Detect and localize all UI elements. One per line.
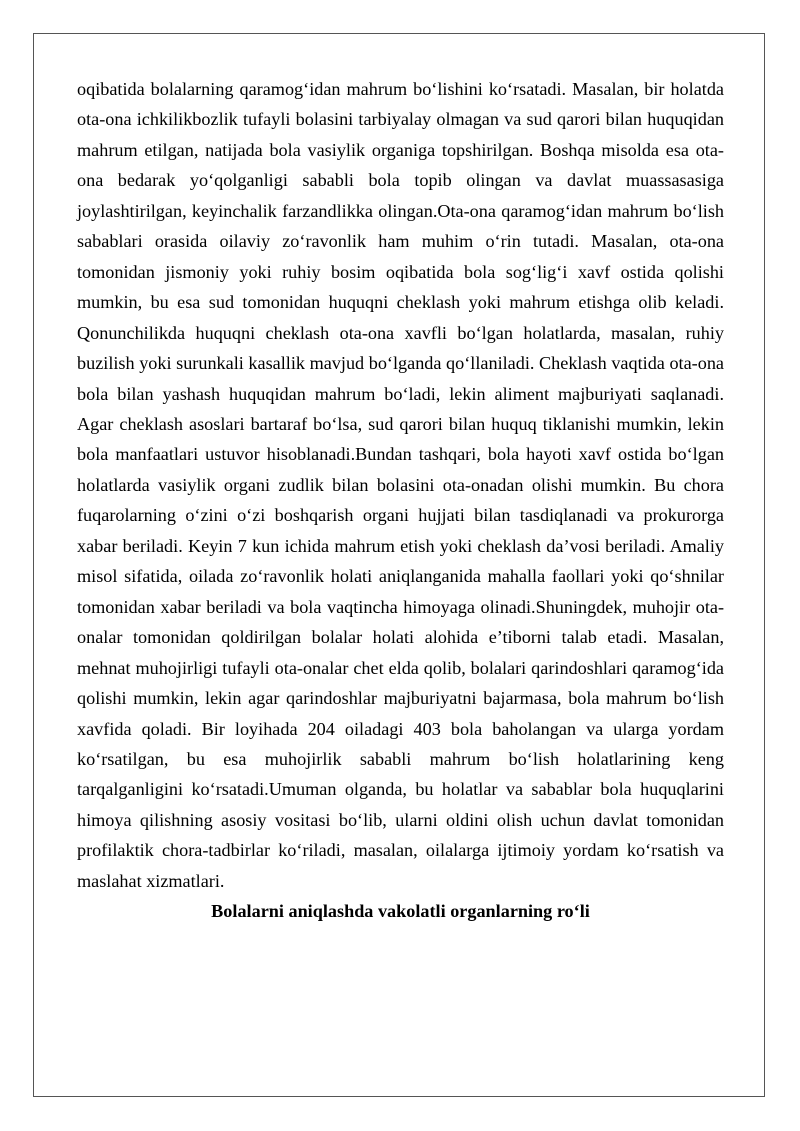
section-heading: Bolalarni aniqlashda vakolatli organlarning ro‘li — [211, 901, 590, 922]
body-paragraph: oqibatida bolalarning qaramog‘idan mahrum bo‘lishini ko‘rsatadi. Masalan, bir holatda ota-ona ichkilikbozlik tufayli bolasini tarbiyalay olmagan va sud qarori bilan huquqidan mahrum etilgan, natijada bola vasiylik organiga topshirilgan. Boshqa misolda esa ota-ona bedarak yo‘qolganligi sababli bola topib olingan va davlat muassasasiga joylashtirilgan, keyinchalik farzandlikka olingan.Ota-ona qaramog‘idan mahrum bo‘lish sabablari orasida oilaviy zo‘ravonlik ham muhim o‘rin tutadi. Masalan, ota-ona tomonidan jismoniy yoki ruhiy bosim oqibatida bola sog‘lig‘i xavf ostida qolishi mumkin, bu esa sud tomonidan huquqni cheklash yoki mahrum etishga olib keladi. Qonunchilikda huquqni cheklash ota-ona xavfli bo‘lgan holatlarda, masalan, ruhiy buzilish yoki surunkali kasallik mavjud bo‘lganda qo‘llaniladi. Cheklash vaqtida ota-ona bola bilan yashash huquqidan mahrum bo‘ladi, lekin aliment majburiyati saqlanadi. Agar cheklash asoslari bartaraf bo‘lsa, sud qarori bilan huquq tiklanishi mumkin, lekin bola manfaatlari ustuvor hisoblanadi.Bundan tashqari, bola hayoti xavf ostida bo‘lgan holatlarda vasiylik organi zudlik bilan bolasini ota-onadan olishi mumkin. Bu chora fuqarolarning o‘zini o‘zi boshqarish organi hujjati bilan tasdiqlanadi va prokurorga xabar beriladi. Keyin 7 kun ichida mahrum etish yoki cheklash da’vosi beriladi. Amaliy misol sifatida, oilada zo‘ravonlik holati aniqlanganida mahalla faollari yoki qo‘shnilar tomonidan xabar beriladi va bola vaqtincha himoyaga olinadi.Shuningdek, muhojir ota-onalar tomonidan qoldirilgan bolalar holati alohida e’tiborni talab etadi. Masalan, mehnat muhojirligi tufayli ota-onalar chet elda qolib, bolalari qarindoshlari qaramog‘ida qolishi mumkin, lekin agar qarindoshlar majburiyatni bajarmasa, bola mahrum bo‘lish xavfida qoladi. Bir loyihada 204 oiladagi 403 bola baholangan va ularga yordam ko‘rsatilgan, bu esa muhojirlik sababli mahrum bo‘lish holatlarining keng tarqalganligini ko‘rsatadi.Umuman olganda, bu holatlar va sabablar bola huquqlarini himoya qilishning asosiy vositasi bo‘lib, ularni oldini olish uchun davlat tomonidan profilaktik chora-tadbirlar ko‘riladi, masalan, oilalarga ijtimoiy yordam ko‘rsatish va maslahat xizmatlari. — [77, 79, 724, 891]
page-content — [77, 74, 724, 927]
